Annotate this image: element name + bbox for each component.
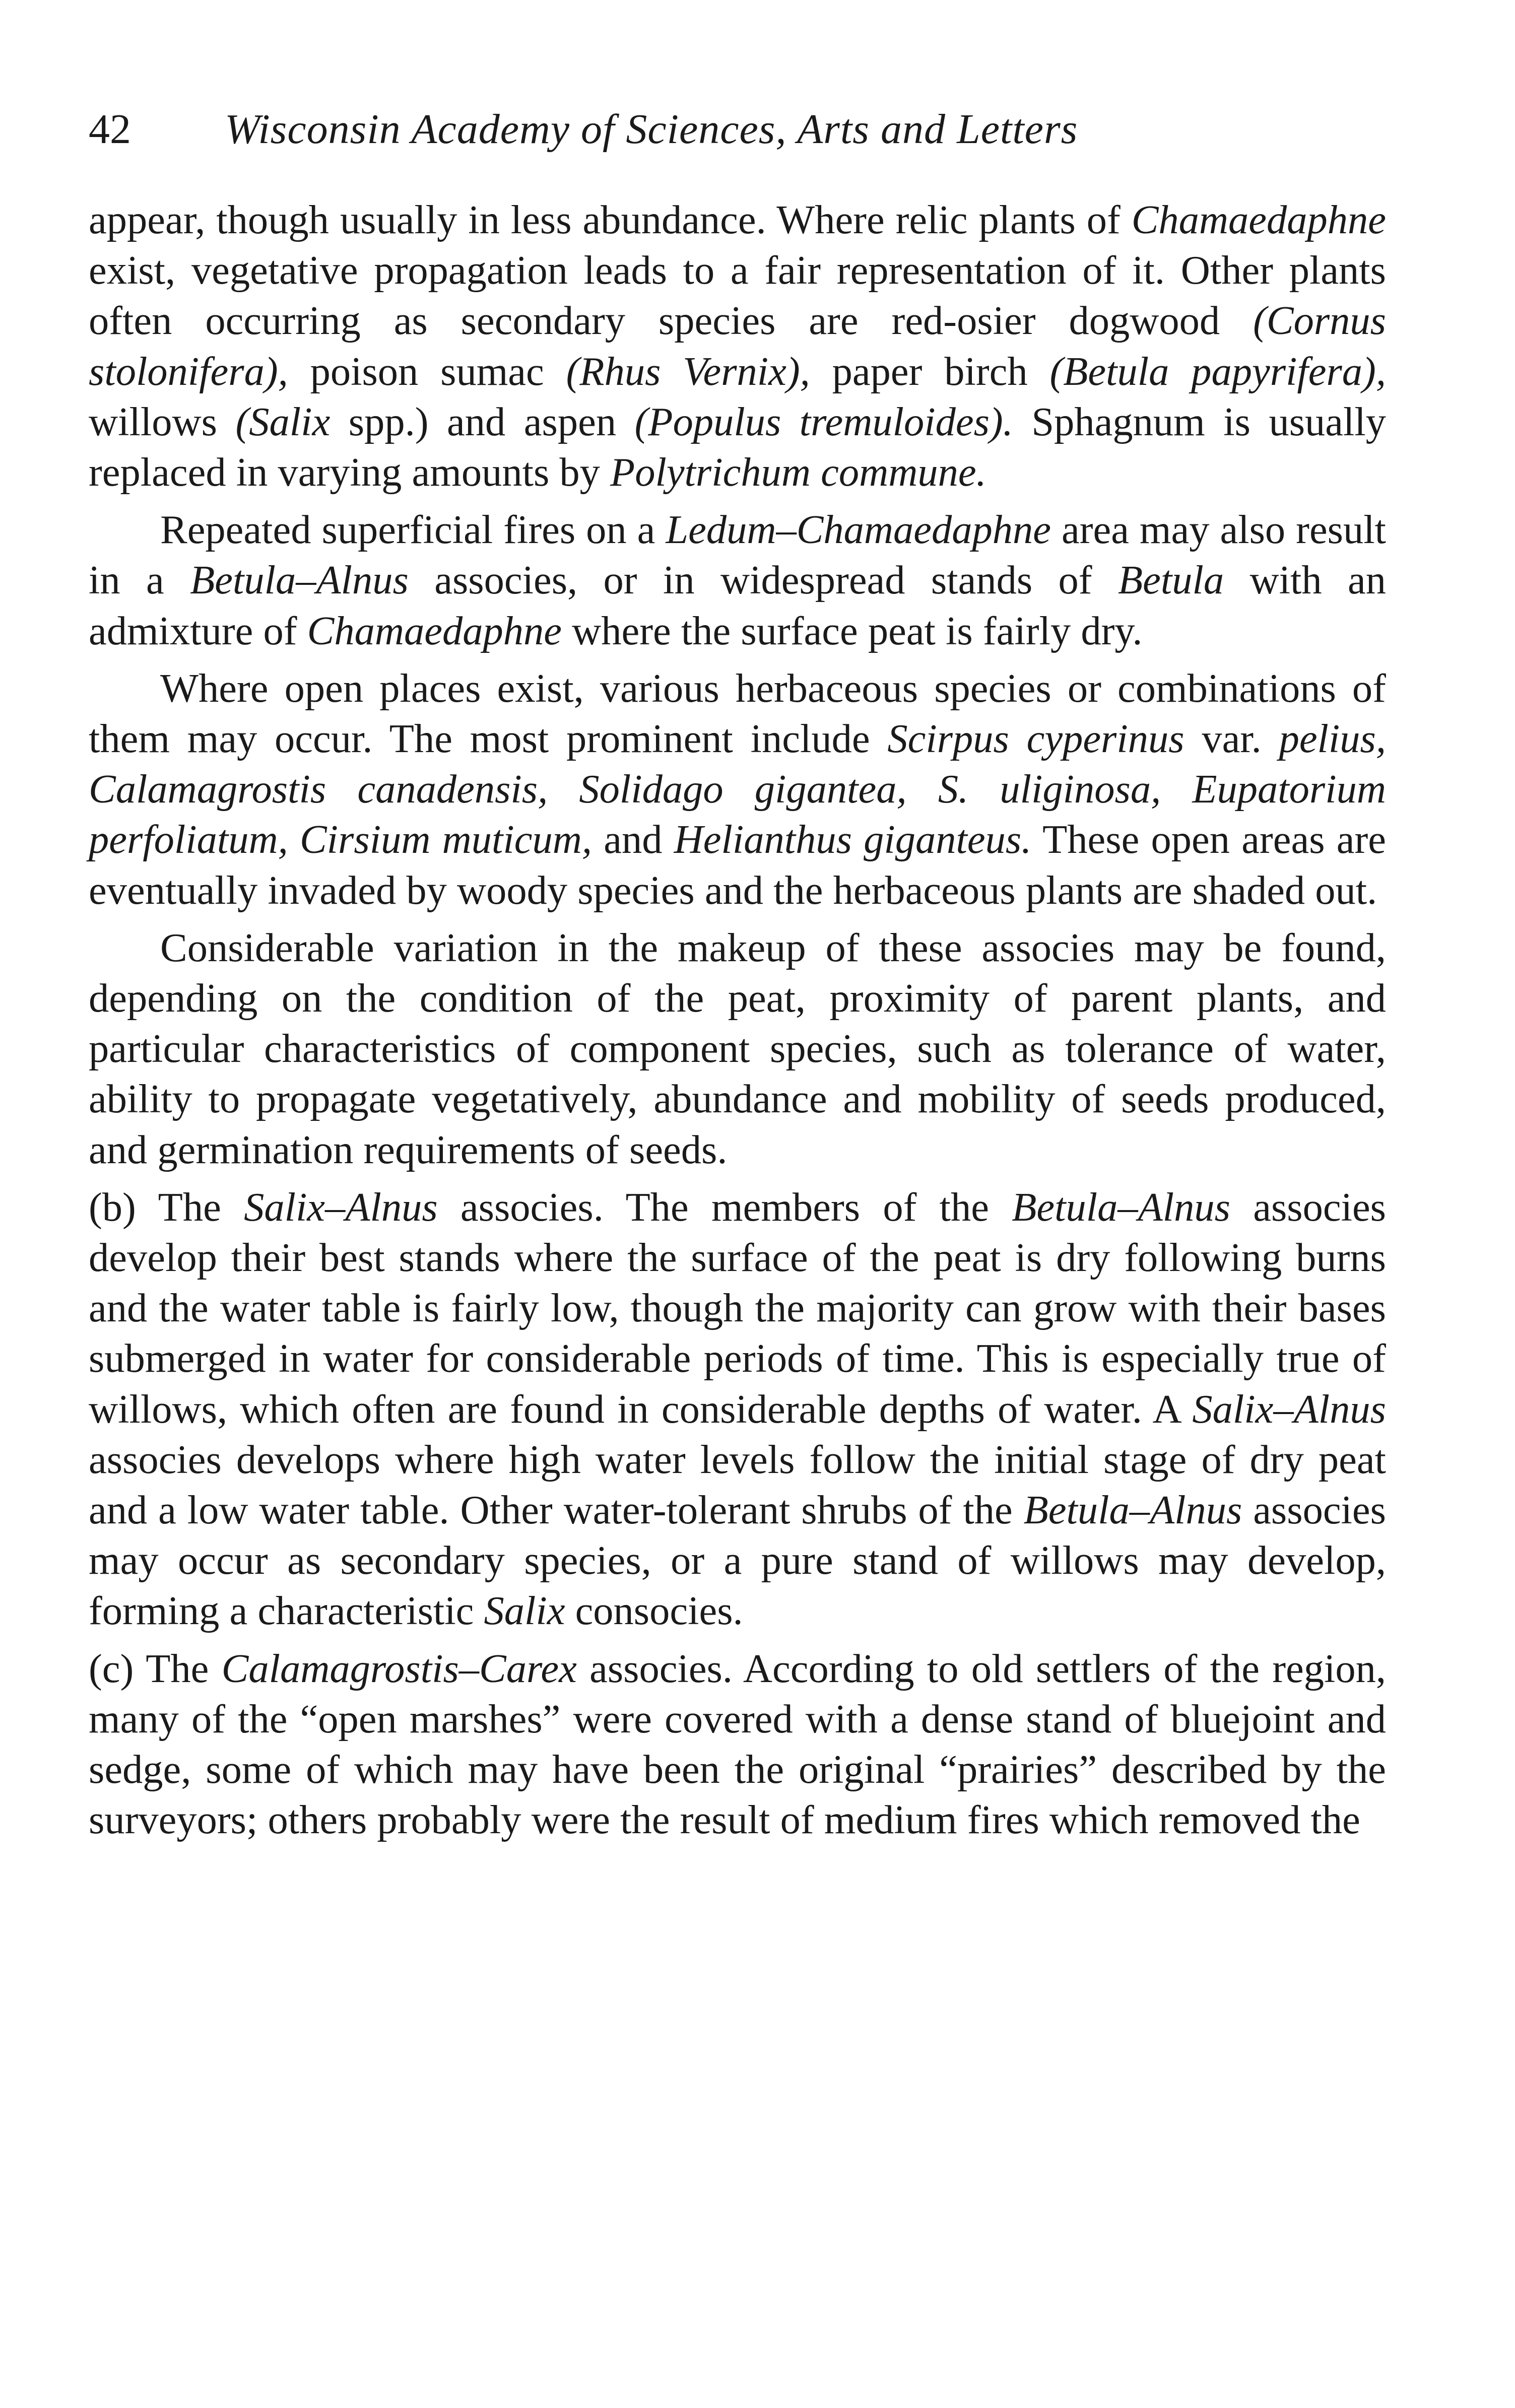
text-run: area may also result in a [89, 507, 1386, 603]
text-run: associes may occur as secondary species, or a pure stand of willows may develop, forming a characteristic [89, 1488, 1386, 1634]
taxon-name: Ledum–Chamaedaphne [666, 507, 1051, 553]
paragraph [89, 923, 1386, 1175]
paragraph [89, 195, 1386, 498]
taxon-name: Betula [1117, 558, 1224, 603]
text-run: These open areas are eventually invaded by woody species and the herbaceous plants are shaded out. [89, 817, 1387, 913]
text-run: consocies. [565, 1588, 743, 1634]
taxon-name: (Cornus stolonifera), [89, 298, 1386, 394]
text-run: Sphagnum is usually replaced in varying amounts by [89, 399, 1386, 495]
section-label: (c) [89, 1646, 134, 1691]
text-run: The [134, 1646, 222, 1691]
body-text [89, 195, 1386, 1846]
text-run: Where open places exist, various herbaceous species or combinations of them may occur. The most prominent include [89, 665, 1386, 762]
taxon-name: Salix–Alnus [244, 1184, 438, 1230]
text-run: where the surface peat is fairly dry. [561, 608, 1143, 653]
text-run: associes. The members of the [437, 1184, 1012, 1230]
taxon-name: (Rhus Vernix), [566, 349, 810, 394]
text-run: associes develop their best stands where the surface of the peat is dry following burns and the water table is fairly low, though the majority can grow with their bases submerged in water for considerable periods of time. This is especially true of willows, which often are found in considerable depths of water. A [89, 1184, 1387, 1432]
taxon-name: Scirpus cyperinus [887, 716, 1184, 762]
paragraph [89, 663, 1386, 916]
journal-title: Wisconsin Academy of Sciences, Arts and Letters [225, 106, 1078, 153]
taxon-name: Chamaedaphne [307, 608, 562, 653]
paragraph [89, 1644, 1386, 1846]
taxon-name: Chamaedaphne [1131, 197, 1386, 242]
taxon-name: pelius, Calamagrostis canadensis, Solidago gigantea, S. uliginosa, Eupatorium perfoliatum, Cirsium muticum, [89, 716, 1386, 862]
text-run: and [592, 817, 674, 862]
text-run: exist, vegetative propagation leads to a fair representation of it. Other plants often occurring as secondary species are red-osier dogwood [89, 248, 1386, 344]
text-run: with an admixture of [89, 558, 1386, 653]
text-run: var. [1184, 716, 1279, 762]
taxon-name: Salix [484, 1588, 565, 1634]
taxon-name: Betula–Alnus [190, 558, 409, 603]
section-label: (b) [89, 1184, 136, 1230]
text-run: The [136, 1184, 244, 1230]
text-run: appear, though usually in less abundance. Where relic plants of [89, 197, 1132, 242]
running-head [89, 108, 1386, 179]
text-run: Repeated superficial fires on a [160, 507, 666, 553]
page-number: 42 [89, 106, 131, 153]
taxon-name: (Betula papyrifera), [1049, 349, 1386, 394]
taxon-name: Calamagrostis–Carex [221, 1646, 577, 1691]
text-run: spp.) and aspen [330, 399, 635, 444]
text-run: Considerable variation in the makeup of these associes may be found, depending on the condition of the peat, proximity of parent plants, and particular characteristics of component species, such as tolerance of water, ability to propagate vegetatively, abundance and mobility of seeds produced, and germination requirements of seeds. [89, 925, 1386, 1172]
taxon-name: (Salix [235, 399, 331, 444]
text-run: associes. According to old settlers of the region, many of the “open marshes” were covered with a dense stand of bluejoint and sedge, some of which may have been the original “prairies” described by the surveyors; others probably were the result of medium fires which removed the [89, 1646, 1387, 1843]
taxon-name: Salix–Alnus [1192, 1386, 1386, 1432]
text-run: associes develops where high water levels follow the initial stage of dry peat and a low water table. Other water-tolerant shrubs of the [89, 1437, 1386, 1533]
taxon-name: Betula–Alnus [1023, 1488, 1242, 1533]
page [89, 108, 1386, 1846]
text-run: poison sumac [288, 349, 566, 394]
text-run: paper birch [810, 349, 1050, 394]
taxon-name: Betula–Alnus [1012, 1184, 1230, 1230]
text-run: associes, or in widespread stands of [408, 558, 1118, 603]
paragraph [89, 505, 1386, 656]
taxon-name: (Populus tremuloides). [634, 399, 1013, 444]
text-run: willows [89, 399, 236, 444]
paragraph [89, 1182, 1386, 1637]
taxon-name: Helianthus giganteus. [674, 817, 1032, 862]
taxon-name: Polytrichum commune. [610, 450, 986, 495]
